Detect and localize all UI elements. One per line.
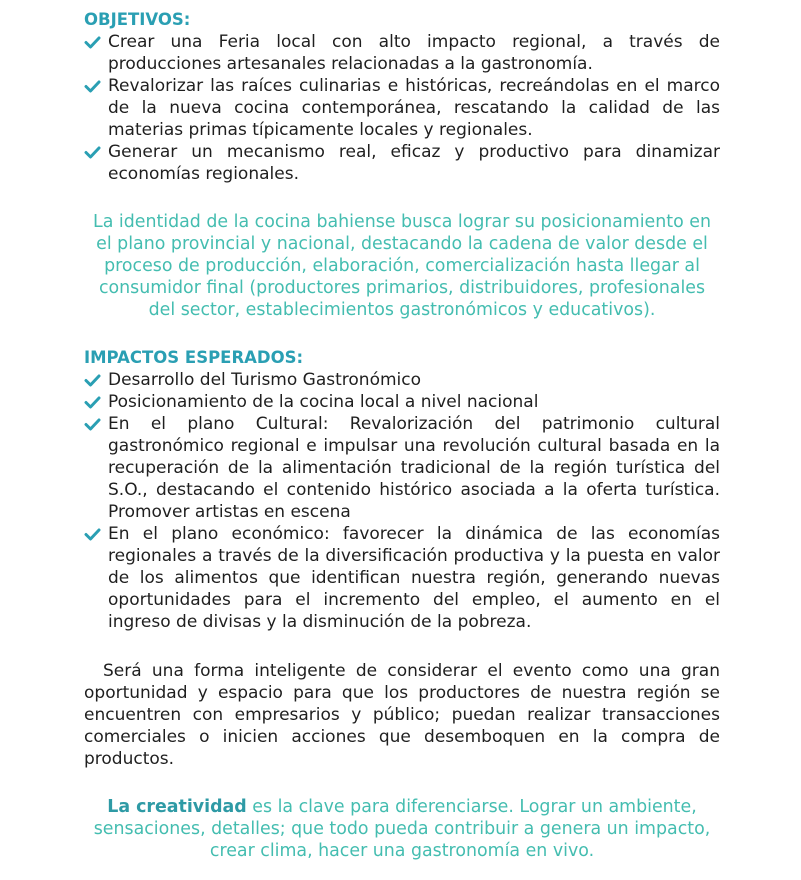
closing-emphasis: La creatividad: [107, 797, 247, 817]
impactos-item: [84, 369, 720, 391]
objetivos-item: [84, 141, 720, 185]
check-icon: [84, 144, 101, 160]
check-icon: [84, 34, 101, 50]
objetivos-list: [84, 31, 720, 185]
check-icon: [84, 416, 101, 432]
objetivos-item-text: Crear una Feria local con alto impacto regional, a través de producciones artesanales relacionadas a la gastronomía.: [108, 32, 720, 74]
impactos-item-text: En el plano Cultural: Revalorización del patrimonio cultural gastronómico regional e impulsar una revolución cultural basada en la recuperación de la alimentación tradicional de la región turística del S.O., destacando el contenido histórico asociada a la oferta turística. Promover artistas en escena: [108, 414, 720, 522]
objetivos-item: [84, 31, 720, 75]
check-icon: [84, 78, 101, 94]
impactos-section: [84, 347, 720, 633]
impactos-item-text: Desarrollo del Turismo Gastronómico: [108, 370, 422, 390]
impactos-item: [84, 523, 720, 633]
objetivos-item-text: Generar un mecanismo real, eficaz y productivo para dinamizar economías regionales.: [108, 142, 720, 184]
impactos-item: [84, 413, 720, 523]
impactos-item-text: En el plano económico: favorecer la dinámica de las economías regionales a través de la diversificación productiva y la puesta en valor de los alimentos que identifican nuestra región, generando nuevas oportunidades para el incremento del empleo, el aumento en el ingreso de divisas y la disminución de la pobreza.: [108, 524, 720, 632]
impactos-heading: IMPACTOS ESPERADOS:: [84, 348, 304, 367]
impactos-list: [84, 369, 720, 633]
document-content: [84, 9, 720, 862]
objetivos-heading: OBJETIVOS:: [84, 10, 191, 29]
check-icon: [84, 526, 101, 542]
objetivos-item: [84, 75, 720, 141]
closing-statement: [84, 796, 720, 862]
check-icon: [84, 394, 101, 410]
objetivos-item-text: Revalorizar las raíces culinarias e históricas, recreándolas en el marco de la nueva cocina contemporánea, rescatando la calidad de las materias primas típicamente locales y regionales.: [108, 76, 720, 140]
impactos-item: [84, 391, 720, 413]
identity-quote: La identidad de la cocina bahiense busca lograr su posicionamiento en el plano provincial y nacional, destacando la cadena de valor desde el proceso de producción, elaboración, comercialización hasta llegar al consumidor final (productores primarios, distribuidores, profesionales del sector, establecimientos gastronómicos y educativos).: [93, 212, 711, 320]
body-paragraph: Será una forma inteligente de considerar el evento como una gran oportunidad y espacio para que los productores de nuestra región se encuentren con empresarios y público; puedan realizar transacciones comerciales o inicien acciones que desemboquen en la compra de productos.: [84, 661, 720, 769]
check-icon: [84, 372, 101, 388]
closing-text: es la clave para diferenciarse. Lograr un ambiente, sensaciones, detalles; que todo pueda contribuir a genera un impacto, crear clima, hacer una gastronomía en vivo.: [93, 797, 711, 861]
impactos-item-text: Posicionamiento de la cocina local a nivel nacional: [108, 392, 539, 412]
